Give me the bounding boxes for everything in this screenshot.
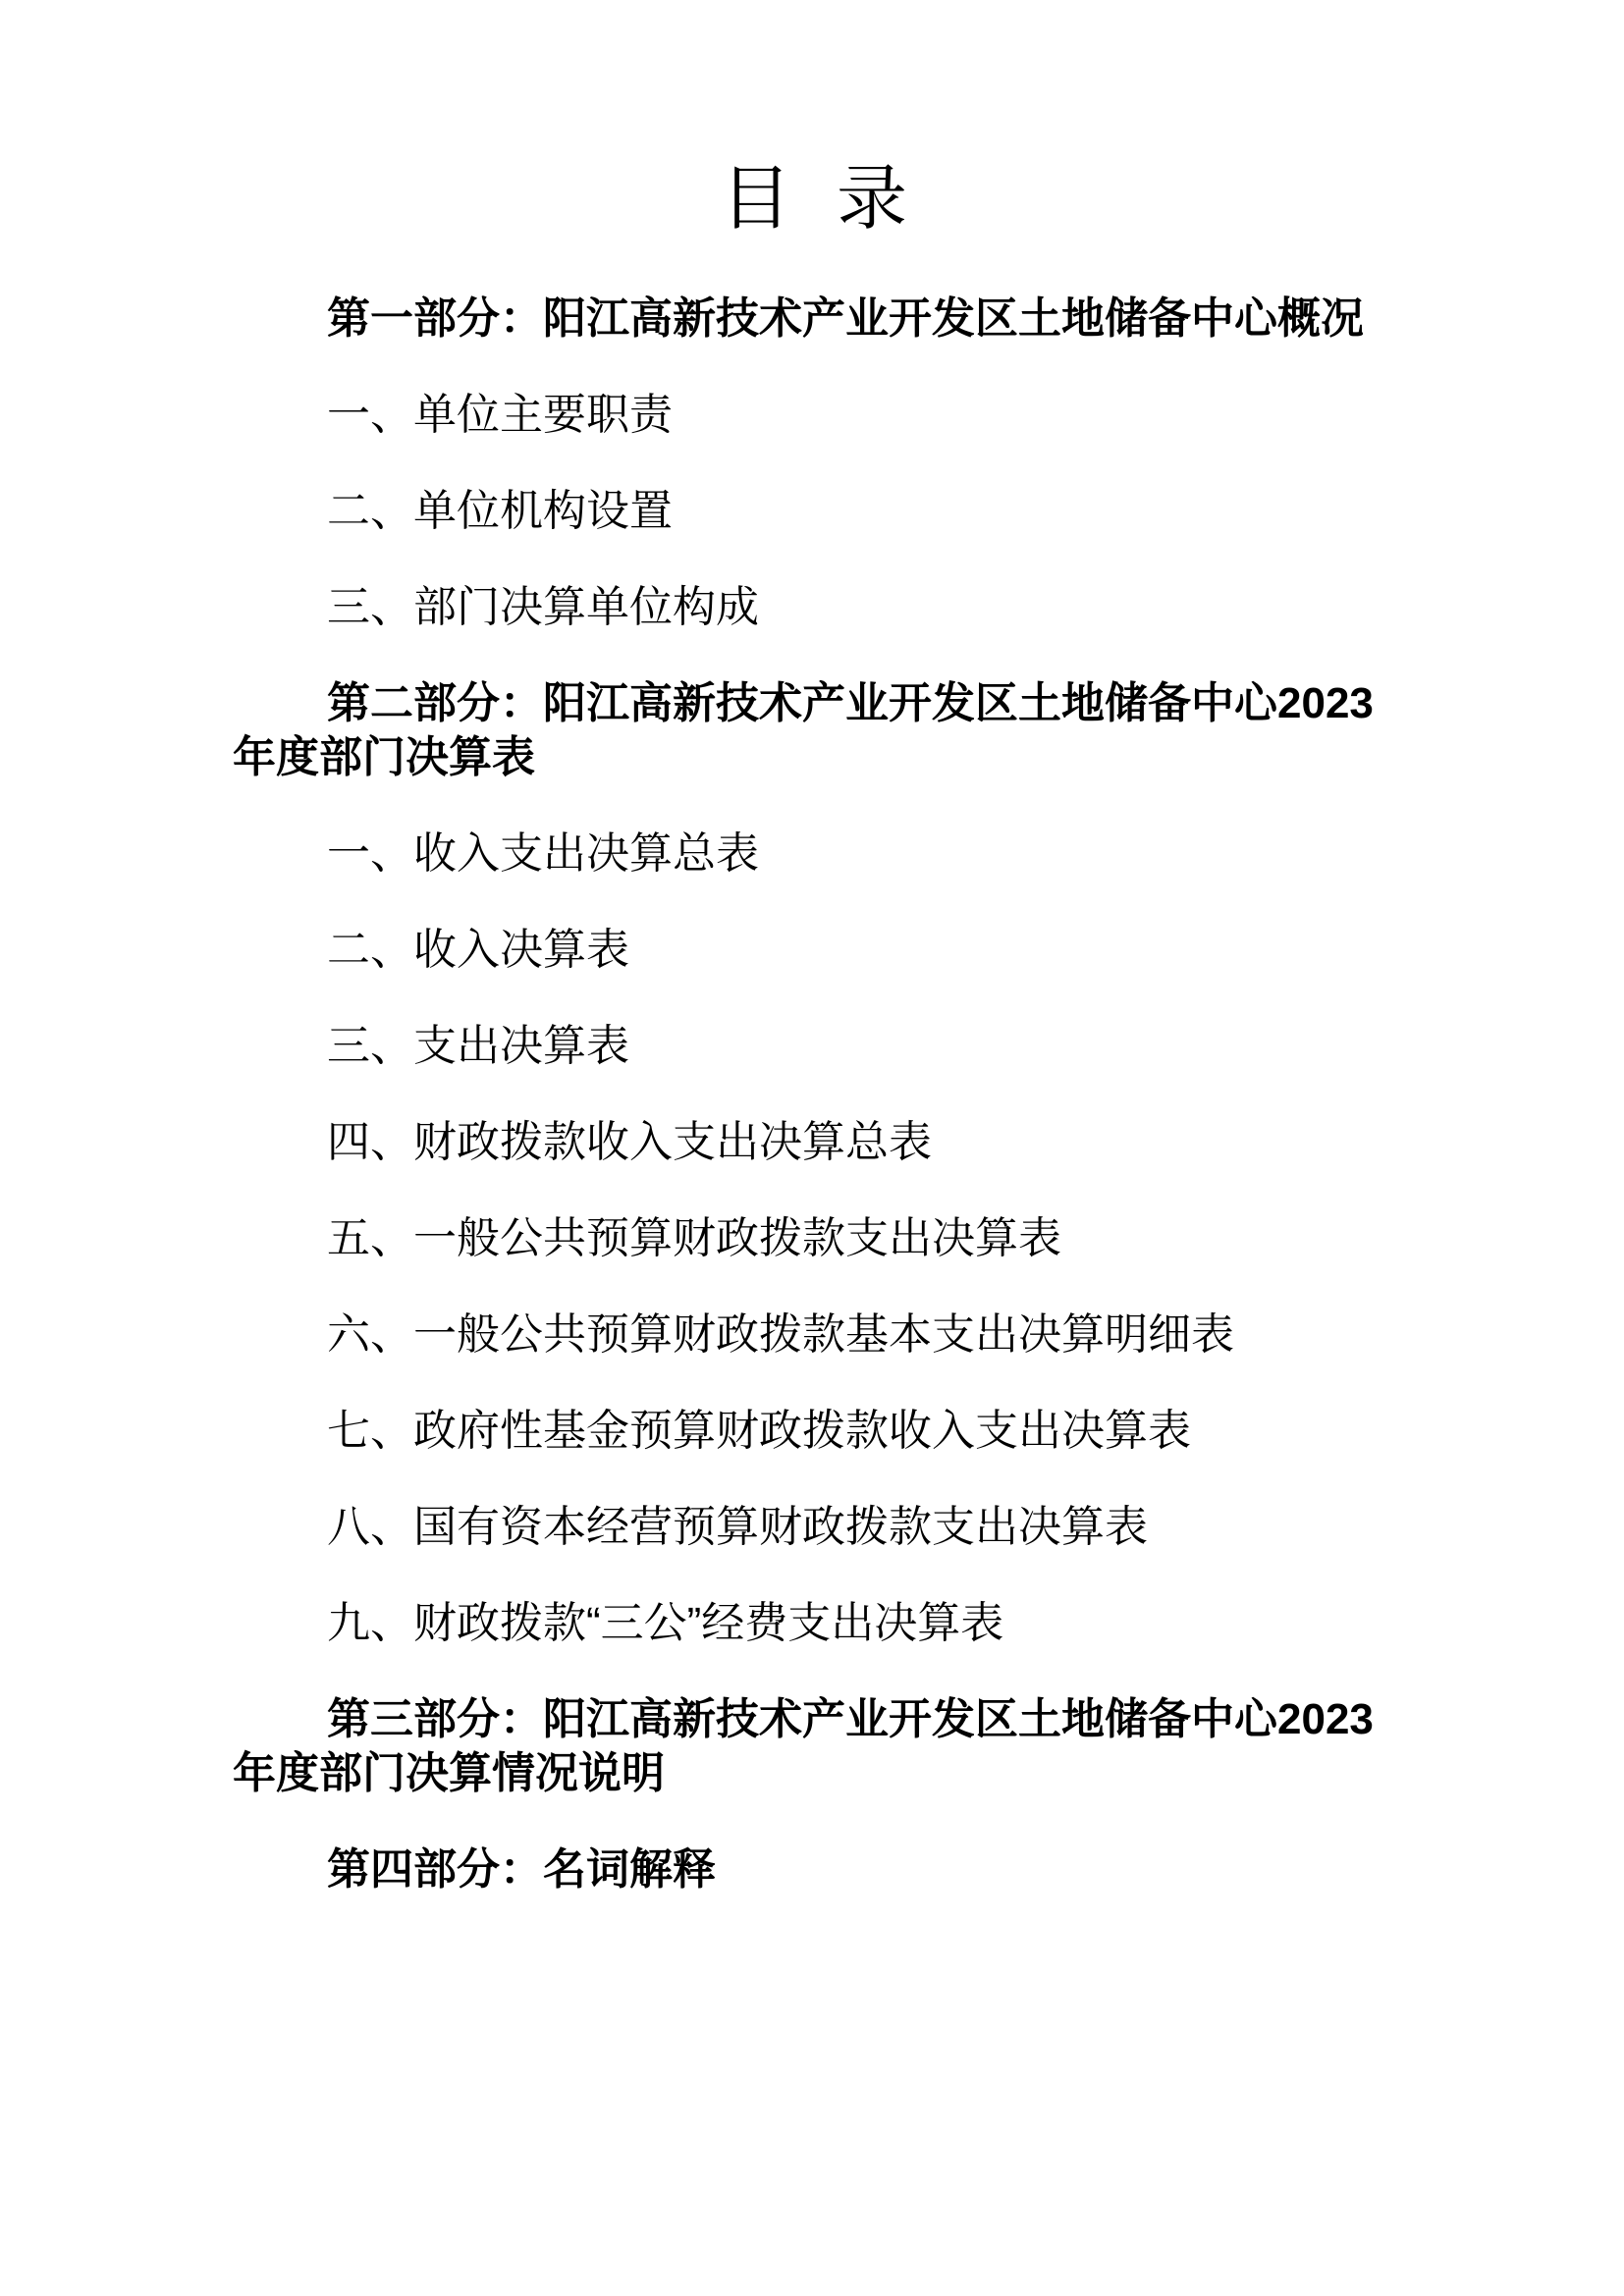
toc-item: 二、收入决算表 xyxy=(327,926,629,974)
section-4-heading: 第四部分：名词解释 xyxy=(327,1845,716,1894)
toc-item: 一、单位主要职责 xyxy=(327,391,673,439)
toc-item: 三、支出决算表 xyxy=(327,1022,629,1070)
section-2-heading: 第二部分：阳江高新技术产业开发区土地储备中心2023年度部门决算表 xyxy=(233,679,1374,781)
toc-item: 七、政府性基金预算财政拨款收入支出决算表 xyxy=(327,1407,1191,1455)
toc-item: 五、一般公共预算财政拨款支出决算表 xyxy=(327,1214,1061,1262)
toc-item: 六、一般公共预算财政拨款基本支出决算明细表 xyxy=(327,1310,1234,1359)
toc-item: 四、财政拨款收入支出决算总表 xyxy=(327,1118,932,1166)
page-title: 目 录 xyxy=(720,160,909,239)
toc-item: 八、国有资本经营预算财政拨款支出决算表 xyxy=(327,1503,1148,1551)
toc-item: 一、收入支出决算总表 xyxy=(327,829,759,878)
toc-item: 二、单位机构设置 xyxy=(327,487,673,535)
toc-item: 三、部门决算单位构成 xyxy=(327,583,759,631)
section-1-heading: 第一部分：阳江高新技术产业开发区土地储备中心概况 xyxy=(327,294,1364,343)
toc-item: 九、财政拨款“三公”经费支出决算表 xyxy=(327,1599,1004,1647)
section-3-heading: 第三部分：阳江高新技术产业开发区土地储备中心2023年度部门决算情况说明 xyxy=(233,1695,1374,1797)
